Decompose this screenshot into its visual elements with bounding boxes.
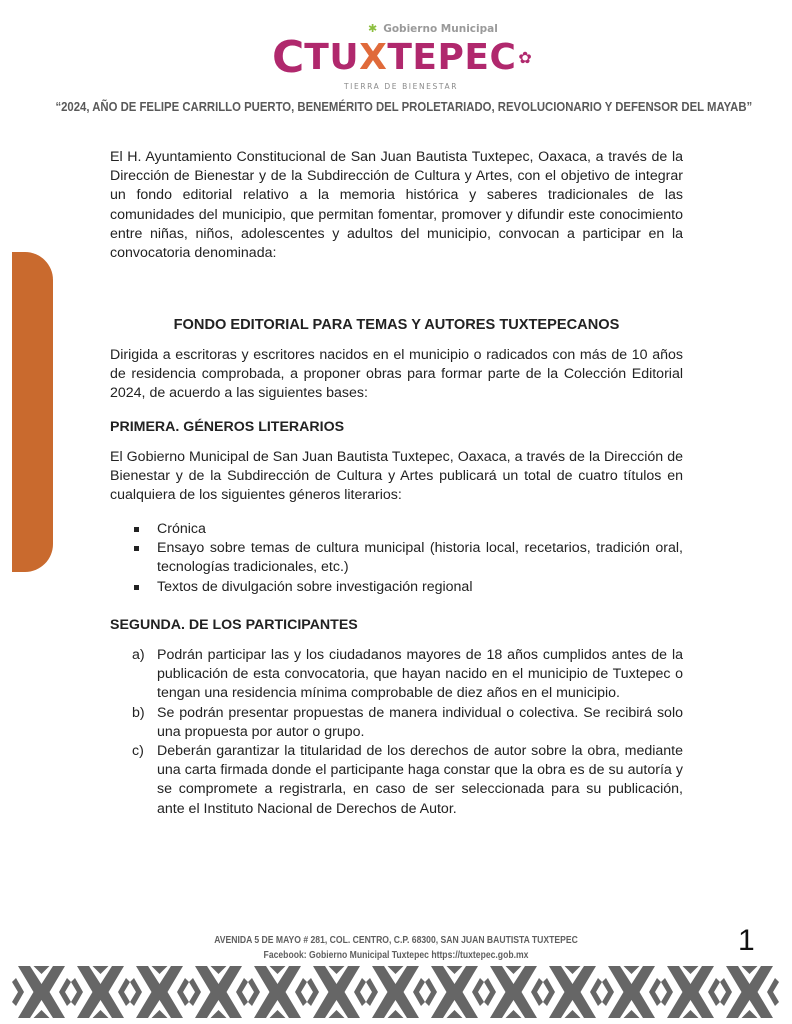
triangle-pattern-mark bbox=[447, 1010, 463, 1018]
list-item-text: Podrán participar las y los ciudadanos mayores de 18 años cumplidos antes de la publicación de esta convocatoria, que hayan nacido en el municipio de Tuxtepec o tengan una residencia mínima comprobable de diez años en el municipio. bbox=[157, 647, 683, 702]
list-marker: c) bbox=[132, 743, 144, 760]
chevron-pattern-mark bbox=[767, 978, 779, 1006]
list-item bbox=[110, 646, 683, 704]
triangle-pattern-mark bbox=[447, 966, 463, 974]
list-item bbox=[110, 539, 683, 577]
footer-web-links: Facebook: Gobierno Municipal Tuxtepec https://tuxtepec.gob.mx bbox=[263, 949, 529, 961]
bullet-square-icon bbox=[134, 527, 139, 532]
triangle-pattern-mark bbox=[624, 966, 640, 974]
triangle-pattern-mark bbox=[388, 1010, 404, 1018]
tuxtepec-logo bbox=[272, 22, 532, 96]
chevron-pattern-mark bbox=[425, 978, 437, 1006]
pineapple-icon: ✱ bbox=[368, 23, 378, 35]
triangle-pattern-mark bbox=[624, 1010, 640, 1018]
x-pattern-group bbox=[12, 966, 779, 1018]
page-number: 1 bbox=[738, 924, 755, 957]
list-item bbox=[110, 578, 683, 597]
chevron-pattern-mark bbox=[590, 978, 602, 1006]
list-item-text: Crónica bbox=[157, 521, 206, 537]
chevron-pattern-mark bbox=[118, 978, 130, 1006]
list-item bbox=[110, 704, 683, 742]
section1-body bbox=[110, 448, 683, 506]
year-motto: “2024, AÑO DE FELIPE CARRILLO PUERTO, BENEMÉRITO DEL PROLETARIADO, REVOLUCIONARIO Y DEFENSOR DEL MAYAB” bbox=[55, 99, 753, 114]
chevron-pattern-mark bbox=[177, 978, 189, 1006]
chevron-pattern-mark bbox=[708, 978, 720, 1006]
chevron-pattern-mark bbox=[543, 978, 555, 1006]
logo-government-label: Gobierno Municipal bbox=[383, 23, 498, 35]
triangle-pattern-mark bbox=[329, 1010, 345, 1018]
triangle-pattern-mark bbox=[742, 966, 758, 974]
chevron-pattern-mark bbox=[366, 978, 378, 1006]
chevron-pattern-mark bbox=[484, 978, 496, 1006]
triangle-pattern-mark bbox=[152, 1010, 168, 1018]
chevron-pattern-mark bbox=[295, 978, 307, 1006]
list-item bbox=[110, 742, 683, 819]
bullet-square-icon bbox=[134, 546, 139, 551]
logo-wordmark bbox=[272, 32, 532, 83]
genre-list bbox=[110, 520, 683, 597]
chevron-pattern-mark bbox=[130, 978, 142, 1006]
chevron-pattern-mark bbox=[531, 978, 543, 1006]
list-item-text: Textos de divulgación sobre investigación regional bbox=[157, 578, 473, 595]
triangle-pattern-mark bbox=[329, 966, 345, 974]
chevron-pattern-mark bbox=[354, 978, 366, 1006]
logo-initial: C bbox=[272, 32, 305, 83]
triangle-pattern-mark bbox=[93, 1010, 109, 1018]
document-title: FONDO EDITORIAL PARA TEMAS Y AUTORES TUXTEPECANOS bbox=[173, 317, 620, 333]
triangle-pattern-mark bbox=[211, 966, 227, 974]
triangle-pattern-mark bbox=[388, 966, 404, 974]
triangle-pattern-mark bbox=[565, 1010, 581, 1018]
list-marker: b) bbox=[132, 704, 145, 721]
side-decorative-bar bbox=[12, 252, 53, 572]
logo-letter-u: U bbox=[329, 37, 360, 78]
chevron-pattern-mark bbox=[12, 978, 24, 1006]
chevron-pattern-mark bbox=[189, 978, 201, 1006]
chevron-pattern-mark bbox=[71, 978, 83, 1006]
list-item-text: Deberán garantizar la titularidad de los derechos de autor sobre la obra, mediante una carta firmada donde el participante haga constar que la obra es de su autoría y se compromete a registrarla, en caso de ser seleccionada para su publicación, ante el Instituto Nacional de Derechos de Autor. bbox=[157, 743, 683, 817]
chevron-pattern-mark bbox=[720, 978, 732, 1006]
section2-heading: SEGUNDA. DE LOS PARTICIPANTES bbox=[110, 617, 358, 633]
logo-city-name bbox=[304, 37, 516, 78]
chevron-pattern-mark bbox=[236, 978, 248, 1006]
triangle-pattern-mark bbox=[34, 966, 50, 974]
triangle-pattern-mark bbox=[506, 1010, 522, 1018]
logo-letter-x: X bbox=[359, 37, 388, 78]
chevron-pattern-mark bbox=[413, 978, 425, 1006]
section1-heading: PRIMERA. GÉNEROS LITERARIOS bbox=[110, 419, 345, 435]
chevron-pattern-mark bbox=[472, 978, 484, 1006]
triangle-pattern-mark bbox=[152, 966, 168, 974]
triangle-pattern-mark bbox=[683, 966, 699, 974]
triangle-pattern-mark bbox=[683, 1010, 699, 1018]
chevron-pattern-mark bbox=[649, 978, 661, 1006]
section1-paragraph: El Gobierno Municipal de San Juan Bautista Tuxtepec, Oaxaca, a través de la Dirección de Bienestar y de la Subdirección de Cultura y Artes publicará un total de cuatro títulos en cualquiera de los siguientes géneros literarios: bbox=[110, 449, 683, 504]
triangle-pattern-mark bbox=[565, 966, 581, 974]
chevron-pattern-mark bbox=[248, 978, 260, 1006]
list-marker: a) bbox=[132, 647, 145, 663]
logo-tagline: TIERRA DE BIENESTAR bbox=[344, 82, 459, 91]
rabbit-icon: ✿ bbox=[518, 48, 532, 67]
list-item-text: Se podrán presentar propuestas de manera individual o colectiva. Se recibirá solo una propuesta por autor o grupo. bbox=[157, 704, 683, 740]
logo-government-row bbox=[368, 22, 498, 36]
intro-section bbox=[110, 148, 683, 263]
triangle-pattern-mark bbox=[93, 966, 109, 974]
triangle-pattern-mark bbox=[211, 1010, 227, 1018]
directed-paragraph: Dirigida a escritoras y escritores nacidos en el municipio o radicados con más de 10 años de residencia comprobada, a proponer obras para formar parte de la Colección Editorial 2024, de acuerdo a las siguientes bases: bbox=[110, 347, 683, 402]
chevron-pattern-mark bbox=[307, 978, 319, 1006]
chevron-pattern-mark bbox=[59, 978, 71, 1006]
footer-pattern bbox=[12, 966, 780, 1018]
triangle-pattern-mark bbox=[270, 1010, 286, 1018]
chevron-pattern-mark bbox=[602, 978, 614, 1006]
footer-address: AVENIDA 5 DE MAYO # 281, COL. CENTRO, C.P. 68300, SAN JUAN BAUTISTA TUXTEPEC bbox=[214, 934, 578, 946]
list-item-text: Ensayo sobre temas de cultura municipal (historia local, recetarios, tradición oral, tecnologías tradicionales, etc.) bbox=[157, 540, 683, 576]
intro-paragraph: El H. Ayuntamiento Constitucional de San Juan Bautista Tuxtepec, Oaxaca, a través de la Dirección de Bienestar y de la Subdirección de Cultura y Artes, con el objetivo de integrar un fondo editorial relativo a la memoria histórica y saberes tradicionales de las comunidades del municipio, que permitan fomentar, promover y difundir este conocimiento entre niñas, niños, adolescentes y adultos del municipio, convocan a participar en la convocatoria denominada: bbox=[110, 149, 683, 262]
directed-section bbox=[110, 346, 683, 404]
logo-letter-t: T bbox=[304, 37, 330, 78]
logo-letters-tepec: TEPEC bbox=[387, 37, 517, 78]
triangle-pattern-mark bbox=[506, 966, 522, 974]
chevron-pattern-mark bbox=[661, 978, 673, 1006]
triangle-pattern-mark bbox=[270, 966, 286, 974]
participants-list bbox=[110, 646, 683, 819]
bullet-square-icon bbox=[134, 585, 139, 590]
triangle-pattern-mark bbox=[34, 1010, 50, 1018]
triangle-pattern-mark bbox=[742, 1010, 758, 1018]
list-item bbox=[110, 520, 683, 539]
